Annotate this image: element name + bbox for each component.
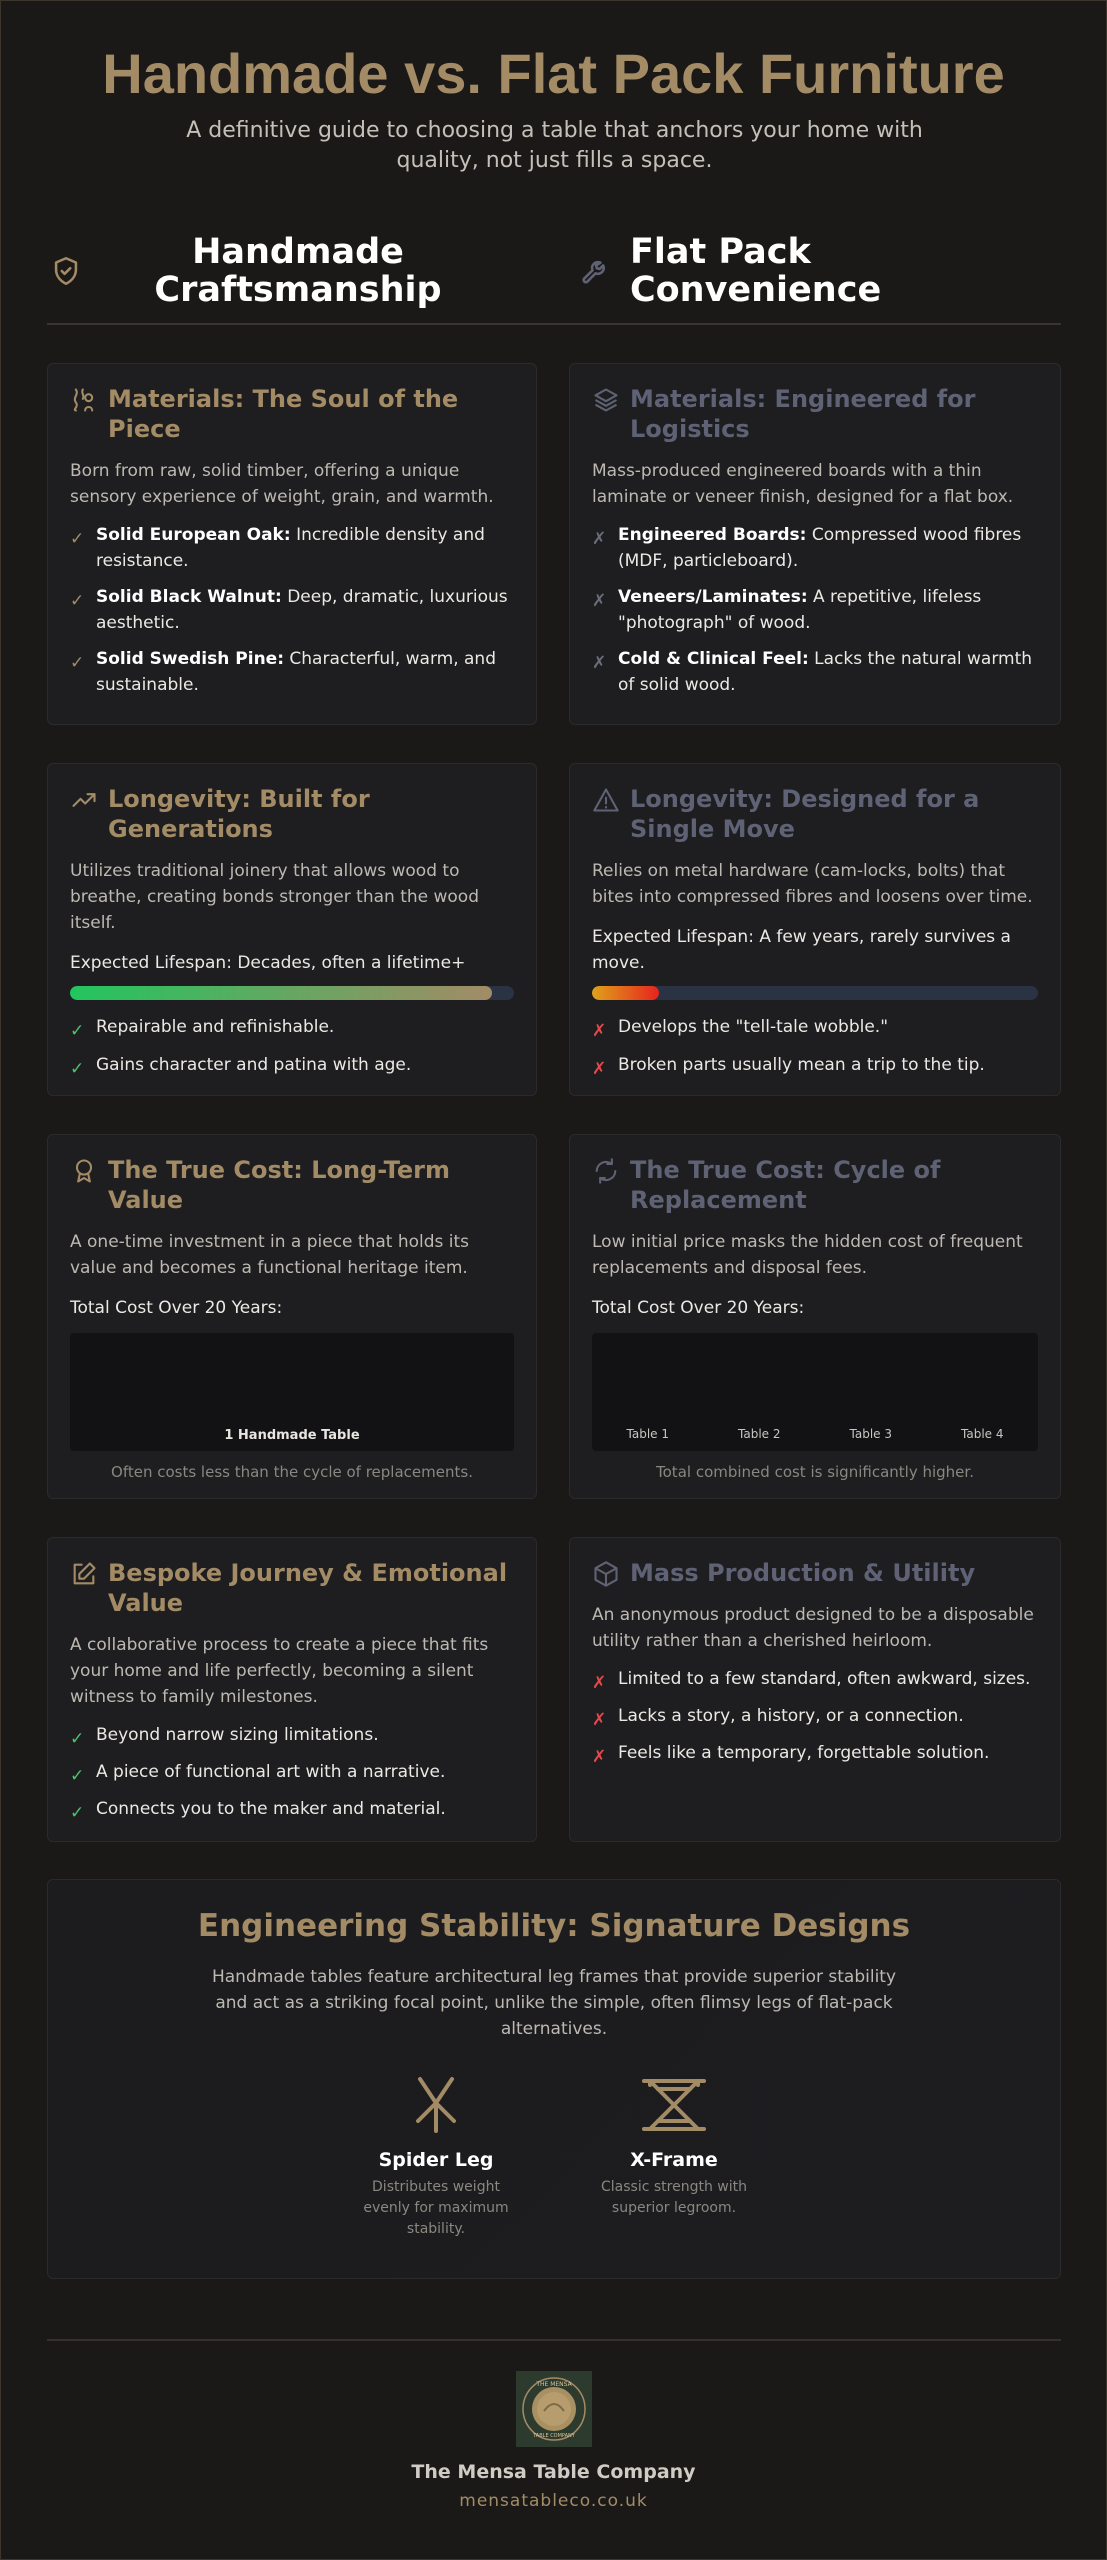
lifespan-bar-fill bbox=[70, 986, 492, 1000]
chart-category-label: Table 1 bbox=[626, 1427, 669, 1441]
x-icon: ✗ bbox=[592, 1710, 607, 1730]
section-description: Handmade tables feature architectural leg frames that provide superior stability and act as a striking focal point, unlike the simple, often flimsy legs of flat-pack alternatives. bbox=[211, 1967, 897, 2039]
x-icon: ✗ bbox=[592, 653, 607, 673]
wood-grain-icon bbox=[70, 386, 98, 414]
card-title: Bespoke Journey & Emotional Value bbox=[108, 1559, 508, 1617]
design-name: Spider Leg bbox=[378, 2149, 494, 2171]
check-icon: ✓ bbox=[70, 529, 85, 549]
check-icon: ✓ bbox=[70, 1803, 85, 1823]
x-icon: ✗ bbox=[592, 1059, 607, 1079]
x-icon: ✗ bbox=[592, 1747, 607, 1767]
lifespan-label: Expected Lifespan: A few years, rarely survives a move. bbox=[592, 927, 1011, 973]
wrench-icon bbox=[579, 253, 614, 289]
card-description: Low initial price masks the hidden cost of frequent replacements and disposal fees. bbox=[592, 1232, 1023, 1278]
handmade-cost-chart bbox=[70, 1333, 514, 1451]
design-spider-leg bbox=[351, 2075, 521, 2240]
cost-label: Total Cost Over 20 Years: bbox=[70, 1298, 283, 1318]
trending-up-icon bbox=[70, 786, 98, 814]
flatpack-materials-card bbox=[569, 363, 1061, 725]
list-item: ✓ Beyond narrow sizing limitations. bbox=[70, 1722, 514, 1752]
company-logo[interactable] bbox=[516, 2371, 592, 2447]
card-description: Born from raw, solid timber, offering a unique sensory experience of weight, grain, and warmth. bbox=[70, 461, 494, 507]
card-title: The True Cost: Long-Term Value bbox=[108, 1156, 450, 1214]
list-item: ✓ Solid Swedish Pine: Characterful, warm, and sustainable. bbox=[70, 646, 514, 698]
list-item: ✗ Feels like a temporary, forgettable solution. bbox=[592, 1740, 1038, 1770]
list-item: ✓ A piece of functional art with a narrative. bbox=[70, 1759, 514, 1789]
recycle-icon bbox=[592, 1157, 620, 1185]
company-name: The Mensa Table Company bbox=[411, 2461, 696, 2483]
chart-caption: Total combined cost is significantly higher. bbox=[656, 1463, 974, 1481]
handmade-column-header bbox=[47, 231, 547, 311]
design-description: Classic strength with superior legroom. bbox=[601, 2179, 747, 2216]
lifespan-bar bbox=[592, 986, 1038, 1000]
list-item: ✗ Develops the "tell-tale wobble." bbox=[592, 1014, 1038, 1044]
list-item: ✓ Solid Black Walnut: Deep, dramatic, luxurious aesthetic. bbox=[70, 584, 514, 636]
list-item: ✓ Solid European Oak: Incredible density and resistance. bbox=[70, 522, 514, 574]
lifespan-bar-fill bbox=[592, 986, 659, 1000]
card-title: Materials: Engineered for Logistics bbox=[630, 385, 976, 443]
chart-category-label: 1 Handmade Table bbox=[224, 1428, 360, 1443]
x-frame-icon bbox=[638, 2075, 710, 2135]
x-icon: ✗ bbox=[592, 591, 607, 611]
card-title: Mass Production & Utility bbox=[630, 1559, 976, 1587]
card-description: Utilizes traditional joinery that allows wood to breathe, creating bonds stronger than the wood itself. bbox=[70, 861, 479, 933]
list-item: ✗ Cold & Clinical Feel: Lacks the natural warmth of solid wood. bbox=[592, 646, 1038, 698]
list-item: ✓ Gains character and patina with age. bbox=[70, 1052, 514, 1082]
check-icon: ✓ bbox=[70, 1729, 85, 1749]
page-subtitle: A definitive guide to choosing a table that anchors your home with quality, not just fills a space. bbox=[186, 118, 923, 173]
list-item: ✗ Limited to a few standard, often awkward, sizes. bbox=[592, 1666, 1038, 1696]
list-item: ✓ Repairable and refinishable. bbox=[70, 1014, 514, 1044]
lifespan-label: Expected Lifespan: Decades, often a lifetime+ bbox=[70, 953, 466, 973]
award-icon bbox=[70, 1157, 98, 1185]
list-item: ✓ Connects you to the maker and material. bbox=[70, 1796, 514, 1826]
cost-label: Total Cost Over 20 Years: bbox=[592, 1298, 805, 1318]
chart-caption: Often costs less than the cycle of replacements. bbox=[111, 1463, 473, 1481]
flatpack-cost-card bbox=[569, 1134, 1061, 1499]
check-icon: ✓ bbox=[70, 591, 85, 611]
check-icon: ✓ bbox=[70, 653, 85, 673]
flatpack-column-header bbox=[579, 231, 1061, 311]
box-icon bbox=[592, 1560, 620, 1588]
card-description: A collaborative process to create a piece that fits your home and life perfectly, becoming a silent witness to family milestones. bbox=[70, 1635, 489, 1707]
handmade-longevity-card bbox=[47, 763, 537, 1096]
header-divider bbox=[47, 323, 1061, 325]
check-icon: ✓ bbox=[70, 1059, 85, 1079]
footer-divider bbox=[47, 2339, 1061, 2341]
flatpack-column-title: Flat Pack Convenience bbox=[629, 232, 882, 310]
card-description: A one-time investment in a piece that holds its value and becomes a functional heritage item. bbox=[70, 1232, 470, 1278]
card-description: An anonymous product designed to be a disposable utility rather than a cherished heirloom. bbox=[592, 1605, 1034, 1651]
handmade-materials-card bbox=[47, 363, 537, 725]
handmade-cost-card bbox=[47, 1134, 537, 1499]
svg-text:THE MENSA: THE MENSA bbox=[536, 2381, 572, 2388]
check-icon: ✓ bbox=[70, 1766, 85, 1786]
x-icon: ✗ bbox=[592, 529, 607, 549]
handmade-column-title: Handmade Craftsmanship bbox=[154, 232, 442, 310]
card-title: Longevity: Built for Generations bbox=[108, 785, 370, 843]
lifespan-bar bbox=[70, 986, 514, 1000]
shield-check-icon bbox=[49, 254, 83, 288]
card-title: The True Cost: Cycle of Replacement bbox=[630, 1156, 941, 1214]
x-icon: ✗ bbox=[592, 1673, 607, 1693]
design-description: Distributes weight evenly for maximum stability. bbox=[363, 2179, 509, 2237]
warning-icon bbox=[592, 786, 620, 814]
list-item: ✗ Lacks a story, a history, or a connection. bbox=[592, 1703, 1038, 1733]
flatpack-journey-card bbox=[569, 1537, 1061, 1842]
list-item: ✗ Engineered Boards: Compressed wood fibres (MDF, particleboard). bbox=[592, 522, 1038, 574]
section-title: Engineering Stability: Signature Designs bbox=[197, 1908, 911, 1944]
layers-icon bbox=[592, 386, 620, 414]
edit-icon bbox=[70, 1560, 98, 1588]
card-description: Mass-produced engineered boards with a thin laminate or veneer finish, designed for a flat box. bbox=[592, 461, 1014, 507]
flatpack-longevity-card bbox=[569, 763, 1061, 1096]
x-icon: ✗ bbox=[592, 1021, 607, 1041]
chart-category-label: Table 3 bbox=[849, 1427, 892, 1441]
chart-category-label: Table 4 bbox=[961, 1427, 1004, 1441]
card-description: Relies on metal hardware (cam-locks, bolts) that bites into compressed fibres and loosens over time. bbox=[592, 861, 1033, 907]
check-icon: ✓ bbox=[70, 1021, 85, 1041]
svg-text:TABLE COMPANY: TABLE COMPANY bbox=[533, 2433, 575, 2439]
stability-section bbox=[47, 1879, 1061, 2279]
card-title: Materials: The Soul of the Piece bbox=[108, 385, 459, 443]
spider-leg-icon bbox=[406, 2075, 466, 2135]
design-name: X-Frame bbox=[630, 2149, 718, 2171]
flatpack-cost-chart bbox=[592, 1333, 1038, 1451]
design-x-frame bbox=[589, 2075, 759, 2219]
page-title: Handmade vs. Flat Pack Furniture bbox=[102, 42, 1005, 105]
handmade-journey-card bbox=[47, 1537, 537, 1842]
card-title: Longevity: Designed for a Single Move bbox=[630, 785, 980, 843]
company-website-link[interactable]: mensatableco.co.uk bbox=[459, 2491, 648, 2511]
list-item: ✗ Broken parts usually mean a trip to the tip. bbox=[592, 1052, 1038, 1082]
list-item: ✗ Veneers/Laminates: A repetitive, lifeless "photograph" of wood. bbox=[592, 584, 1038, 636]
chart-category-label: Table 2 bbox=[738, 1427, 781, 1441]
